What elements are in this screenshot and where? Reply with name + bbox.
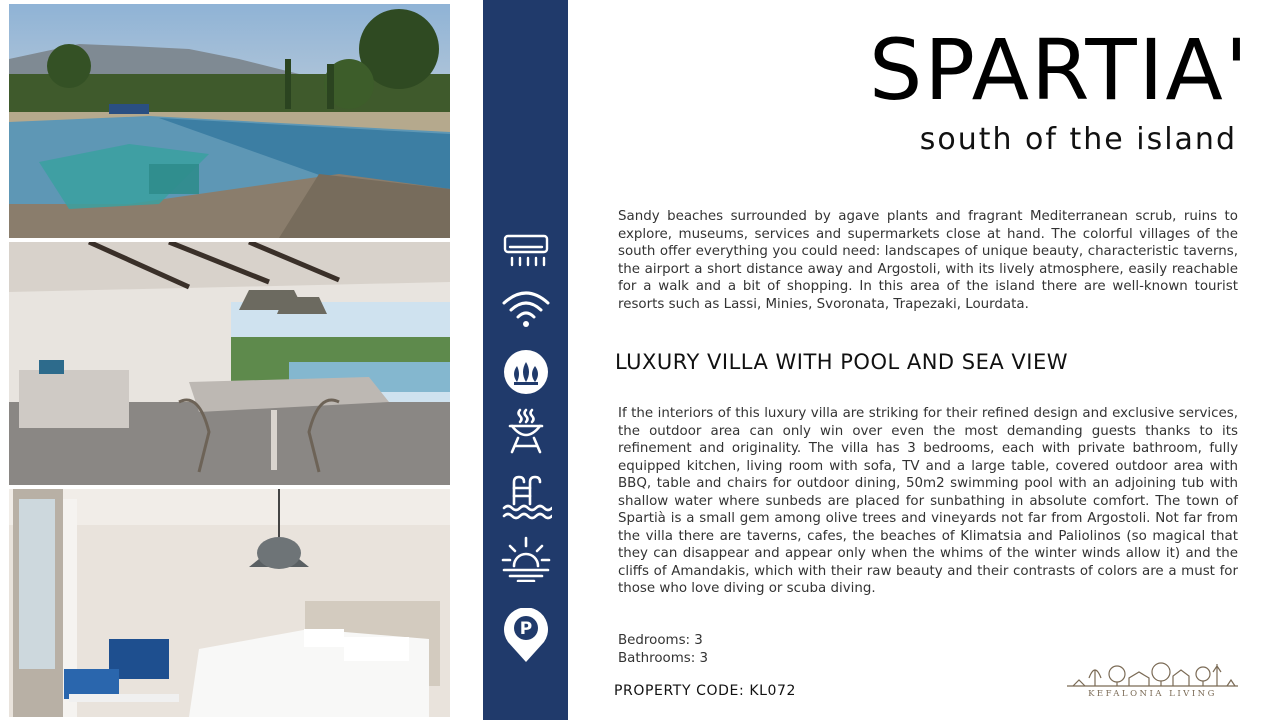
bbq-icon bbox=[500, 408, 552, 454]
property-code: PROPERTY CODE: KL072 bbox=[614, 683, 797, 699]
bathrooms-count: Bathrooms: 3 bbox=[618, 651, 709, 666]
wifi-icon bbox=[500, 287, 552, 333]
bedrooms-count: Bedrooms: 3 bbox=[618, 633, 703, 648]
sunset-icon bbox=[500, 536, 552, 582]
dining-room-photo bbox=[9, 242, 450, 485]
amenity-sidebar bbox=[483, 0, 568, 720]
villa-heading: LUXURY VILLA WITH POOL AND SEA VIEW bbox=[615, 350, 1069, 374]
svg-text:P: P bbox=[519, 619, 533, 639]
pool-photo bbox=[9, 4, 450, 238]
room-stats bbox=[618, 632, 708, 668]
logo-text: KEFALONIA LIVING bbox=[1088, 689, 1217, 699]
page-subtitle: south of the island bbox=[919, 122, 1237, 157]
kefalonia-living-logo bbox=[1065, 652, 1240, 702]
villa-description: If the interiors of this luxury villa are striking for their refined design and exclusive services, the outdoor area can only win over even the most demanding guests thanks to its refinement and originality. The villa has 3 bedrooms, each with private bathroom, fully equipped kitchen, living room with sofa, TV and a large table, covered outdoor area with BBQ, table and chairs for outdoor dining, 50m2 swimming pool with an adjoining tub with shallow water where sunbeds are placed for sunbathing in absolute comfort. The town of Spartià is a small gem among olive trees and vineyards not far from Argostoli. Not far from the villa there are taverns, cafes, the beaches of Klimatsia and Paliolinos (so magical that they can disappear and appear only when the whims of the winter winds allow it) and the cliffs of Amandakis, which with their raw beauty and their contrasts of colors are a must for those who love diving or scuba diving. bbox=[618, 406, 1238, 596]
area-description: Sandy beaches surrounded by agave plants and fragrant Mediterranean scrub, ruins to explore, museums, services and supermarkets close at hand. The colorful villages of the south offer everything you could need: landscapes of unique beauty, characteristic taverns, the airport a short distance away and Argostoli, with its lively atmosphere, easily reachable for a walk and a bit of shopping. In this area of the island there are well-known tourist resorts such as Lassi, Minies, Svoronata, Trapezaki, Lourdata. bbox=[618, 209, 1238, 312]
parking-icon bbox=[500, 608, 552, 664]
garden-icon bbox=[500, 348, 552, 394]
page-title: SPARTIA' bbox=[869, 21, 1250, 119]
bedroom-photo bbox=[9, 489, 450, 717]
pool-icon bbox=[500, 474, 552, 520]
air-conditioner-icon bbox=[500, 230, 552, 276]
